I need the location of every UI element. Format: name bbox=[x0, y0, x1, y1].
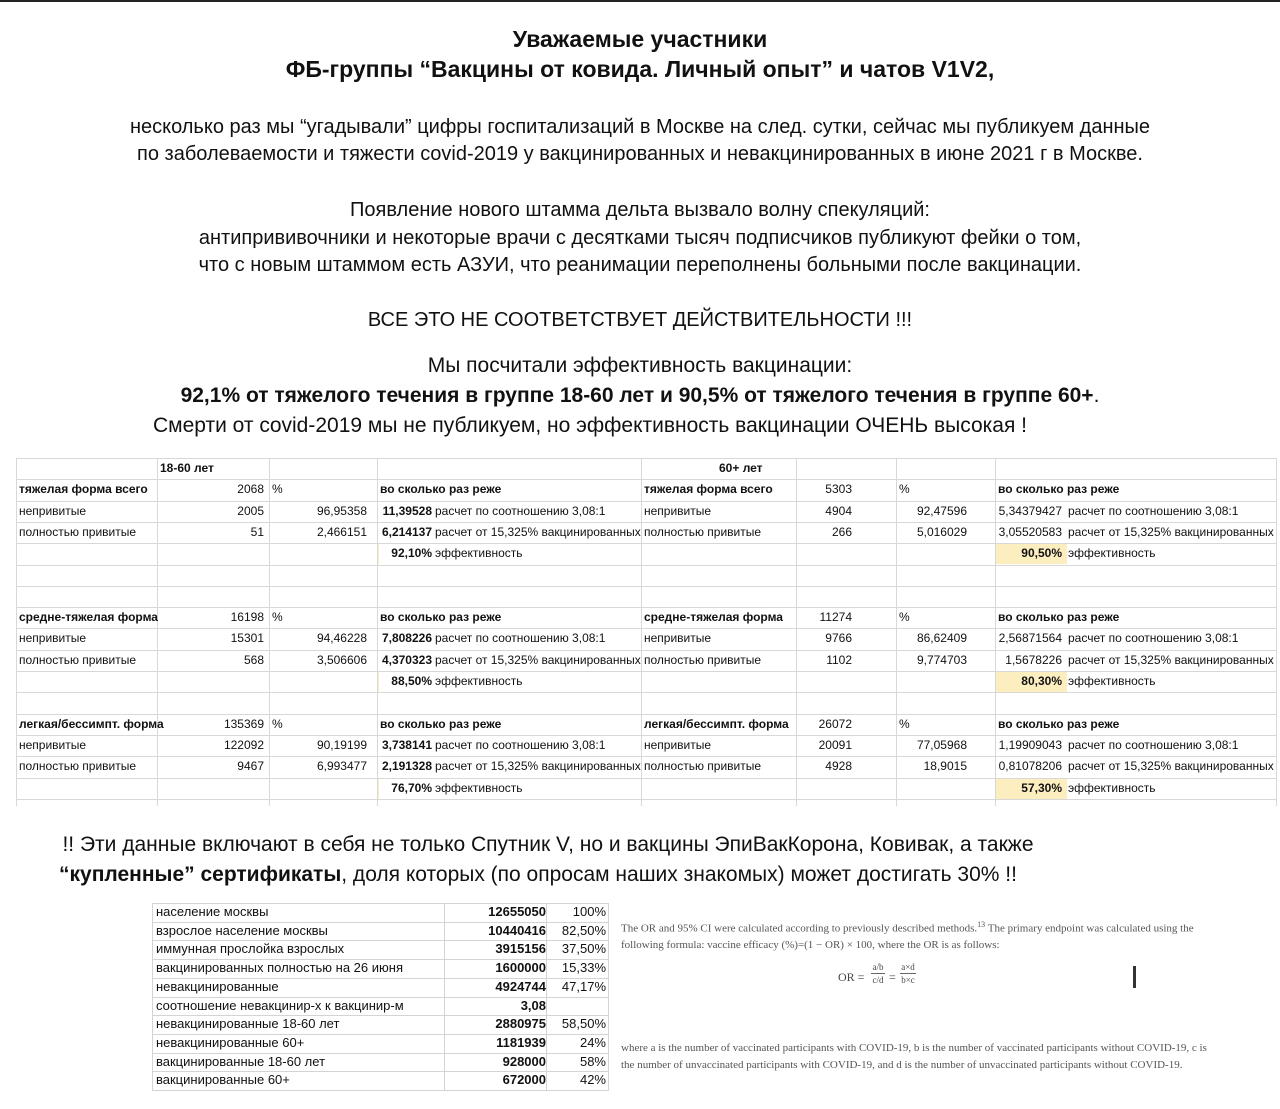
ratio-value: 11,39528 bbox=[382, 503, 432, 518]
efficacy-line-1: Мы посчитали эффективность вакцинации: bbox=[427, 354, 853, 377]
vax-pct: 3,506606 bbox=[316, 652, 367, 667]
form-label: тяжелая форма всего bbox=[644, 482, 773, 497]
population-value: 3,08 bbox=[520, 997, 546, 1013]
ratio-note: расчет по соотношению 3,08:1 bbox=[1068, 737, 1239, 752]
efficacy-value: 80,30% bbox=[1021, 674, 1062, 688]
paper-line-3: where a is the number of vaccinated participants with COVID-19, b is the number of vaccinated participants without COVID-19, c is bbox=[621, 1042, 1207, 1054]
vax-value: 1102 bbox=[826, 652, 852, 667]
grid-col-line bbox=[16, 458, 17, 806]
ratio-note: расчет по соотношению 3,08:1 bbox=[435, 737, 606, 752]
vax-label: полностью привитые bbox=[644, 524, 762, 539]
efficacy-highlight-cell bbox=[378, 544, 379, 564]
grid-col-line bbox=[377, 458, 378, 806]
unvax-label: непривитые bbox=[19, 631, 87, 646]
paper-ref: 13 bbox=[977, 920, 986, 929]
times-header: во сколько раз реже bbox=[998, 716, 1120, 731]
vax-pct: 9,774703 bbox=[916, 652, 967, 667]
paper-line-4: the number of unvaccinated participants with COVID-19, and d is the number of unvaccinated participants without COVID-19. bbox=[621, 1059, 1183, 1071]
total-value: 26072 bbox=[818, 716, 852, 731]
population-row bbox=[152, 959, 608, 978]
vax-value: 51 bbox=[250, 524, 264, 539]
ratio-note: расчет по соотношению 3,08:1 bbox=[1068, 631, 1239, 646]
population-value: 1600000 bbox=[495, 960, 546, 976]
ratio-value: 3,05520583 bbox=[998, 524, 1062, 539]
ratio-value: 1,5678226 bbox=[1005, 652, 1062, 667]
pct-header: % bbox=[899, 610, 910, 625]
grid-col-line bbox=[896, 458, 897, 806]
total-value: 5303 bbox=[825, 482, 852, 497]
population-label: вакцинированных полностью на 26 июня bbox=[156, 960, 403, 976]
unvax-value: 15301 bbox=[230, 631, 264, 646]
share-note: расчет от 15,325% вакцинированных bbox=[1068, 524, 1274, 539]
population-row bbox=[152, 940, 608, 959]
frac1-num: a/b bbox=[872, 962, 884, 972]
total-value: 16198 bbox=[230, 610, 264, 625]
intro-line-2: по заболеваемости и тяжести covid-2019 у вакцинированных и невакцинированных в июне 2021 г в Москве. bbox=[137, 143, 1143, 165]
efficacy-value: 76,70% bbox=[391, 780, 432, 795]
title-line-1: Уважаемые участники bbox=[512, 26, 768, 52]
age-group-18-60: 18-60 лет bbox=[160, 461, 214, 475]
efficacy-label: эффективность bbox=[435, 780, 523, 795]
unvax-value: 20091 bbox=[818, 737, 852, 752]
population-value: 928000 bbox=[502, 1053, 546, 1069]
text-cursor bbox=[1133, 966, 1136, 988]
population-pct: 100% bbox=[572, 904, 606, 919]
form-label: средне-тяжелая форма bbox=[19, 610, 158, 625]
share-note: расчет от 15,325% вакцинированных bbox=[1068, 759, 1274, 774]
population-label: невакцинированные 60+ bbox=[156, 1034, 305, 1050]
ratio-value: 7,808226 bbox=[381, 631, 432, 646]
vax-label: полностью привитые bbox=[19, 759, 137, 774]
efficacy-line-2 bbox=[0, 384, 1280, 408]
unvax-label: непривитые bbox=[19, 737, 87, 752]
spreadsheet bbox=[16, 458, 1276, 806]
pct-header: % bbox=[272, 610, 283, 625]
grid-col-line bbox=[1276, 458, 1277, 806]
unvax-label: непривитые bbox=[19, 503, 87, 518]
paper-line-1 bbox=[621, 920, 1194, 935]
delta-line-2: антипрививочники и некоторые врачи с десятками тысяч подписчиков публикуют фейки о том, bbox=[198, 227, 1082, 249]
form-label: средне-тяжелая форма bbox=[644, 610, 783, 625]
ratio-value: 6,214137 bbox=[381, 524, 432, 539]
grid-row-line bbox=[16, 565, 1276, 566]
efficacy-period: . bbox=[1093, 384, 1100, 407]
age-group-60plus: 60+ лет bbox=[719, 461, 763, 475]
form-label: легкая/бессимпт. форма bbox=[19, 716, 164, 731]
population-label: взрослое население москвы bbox=[156, 922, 328, 938]
share-note: расчет от 15,325% вакцинированных bbox=[435, 524, 641, 539]
note-rest: , доля которых (по опросам наших знакомых) может достигать 30% !! bbox=[341, 863, 1017, 886]
grid-col-line bbox=[157, 458, 158, 806]
grid-col-line bbox=[796, 458, 797, 806]
vax-label: полностью привитые bbox=[19, 652, 137, 667]
population-col-line bbox=[608, 903, 609, 1091]
population-label: вакцинированные 60+ bbox=[156, 1072, 290, 1088]
ratio-value: 2,191328 bbox=[381, 759, 432, 774]
population-row bbox=[152, 1015, 608, 1034]
formula-eq: = bbox=[889, 970, 896, 984]
population-row bbox=[152, 1053, 608, 1072]
vax-label: полностью привитые bbox=[644, 652, 762, 667]
population-pct: 24% bbox=[579, 1034, 606, 1050]
vax-pct: 18,9015 bbox=[923, 759, 967, 774]
title-line-2: ФБ-группы “Вакцины от ковида. Личный опыт” и чатов V1V2, bbox=[285, 56, 995, 82]
share-note: расчет от 15,325% вакцинированных bbox=[1068, 652, 1274, 667]
vax-pct: 5,016029 bbox=[916, 524, 967, 539]
population-row bbox=[152, 922, 608, 941]
unvax-pct: 94,46228 bbox=[316, 631, 367, 646]
delta-line-3: что с новым штаммом есть АЗУИ, что реанимации переполнены больными после вакцинации. bbox=[198, 254, 1082, 276]
frac2-den: b×c bbox=[901, 975, 915, 985]
times-header: во сколько раз реже bbox=[998, 610, 1120, 625]
vax-pct: 6,993477 bbox=[316, 759, 367, 774]
efficacy-label: эффективность bbox=[435, 546, 523, 561]
unvax-pct: 96,95358 bbox=[316, 503, 367, 518]
population-pct: 47,17% bbox=[561, 978, 606, 994]
population-pct: 58,50% bbox=[561, 1016, 606, 1032]
vax-value: 4928 bbox=[825, 759, 852, 774]
population-value: 10440416 bbox=[488, 922, 546, 938]
ratio-value: 4,370323 bbox=[381, 652, 432, 667]
unvax-pct: 90,19199 bbox=[316, 737, 367, 752]
unvax-label: непривитые bbox=[644, 737, 712, 752]
vax-value: 266 bbox=[831, 524, 852, 539]
pct-header: % bbox=[272, 482, 283, 497]
efficacy-line-3: Смерти от covid-2019 мы не публикуем, но эффективность вакцинации ОЧЕНЬ высокая ! bbox=[152, 414, 1028, 437]
population-pct: 15,33% bbox=[561, 960, 606, 976]
vax-pct: 2,466151 bbox=[316, 524, 367, 539]
note-line-1: !! Эти данные включают в себя не только Спутник V, но и вакцины ЭпиВакКорона, Ковивак, а также bbox=[62, 833, 1034, 856]
ratio-note: расчет по соотношению 3,08:1 bbox=[435, 631, 606, 646]
frac1-den: c/d bbox=[872, 975, 884, 985]
note-line-2 bbox=[0, 863, 1178, 887]
population-label: невакцинированные 18-60 лет bbox=[156, 1016, 340, 1032]
population-value: 3915156 bbox=[495, 941, 546, 957]
population-label: вакцинированные 18-60 лет bbox=[156, 1053, 326, 1069]
ratio-note: расчет по соотношению 3,08:1 bbox=[1068, 503, 1239, 518]
unvax-value: 2005 bbox=[237, 503, 264, 518]
intro-line-1: несколько раз мы “угадывали” цифры госпитализаций в Москве на след. сутки, сейчас мы публикуем данные bbox=[129, 116, 1151, 138]
efficacy-label: эффективность bbox=[435, 674, 523, 688]
total-value: 2068 bbox=[237, 482, 264, 497]
warning-line: ВСЕ ЭТО НЕ СООТВЕТСТВУЕТ ДЕЙСТВИТЕЛЬНОСТИ !!! bbox=[367, 309, 913, 331]
note-bold: “купленные” сертификаты bbox=[59, 863, 342, 886]
population-row bbox=[152, 978, 608, 997]
top-border bbox=[0, 0, 1280, 2]
pct-header: % bbox=[899, 716, 910, 731]
population-row-line bbox=[152, 1090, 608, 1091]
ratio-value: 1,19909043 bbox=[998, 737, 1062, 752]
efficacy-label: эффективность bbox=[1068, 546, 1156, 561]
times-header: во сколько раз реже bbox=[998, 482, 1120, 497]
paper-line-1a: The OR and 95% CI were calculated according to previously described methods. bbox=[621, 922, 978, 935]
vax-value: 9467 bbox=[237, 759, 264, 774]
unvax-pct: 86,62409 bbox=[916, 631, 967, 646]
population-value: 12655050 bbox=[488, 904, 546, 919]
grid-col-line bbox=[269, 458, 270, 806]
efficacy-value: 57,30% bbox=[1021, 780, 1062, 795]
efficacy-value: 92,10% bbox=[391, 546, 432, 561]
vax-value: 568 bbox=[243, 652, 264, 667]
form-label: тяжелая форма всего bbox=[19, 482, 148, 497]
total-value: 11274 bbox=[819, 610, 852, 625]
pct-header: % bbox=[272, 716, 283, 731]
population-pct: 58% bbox=[579, 1053, 606, 1069]
population-pct: 82,50% bbox=[561, 922, 606, 938]
total-value: 135369 bbox=[223, 716, 264, 731]
unvax-pct: 77,05968 bbox=[916, 737, 967, 752]
share-note: расчет от 15,325% вакцинированных bbox=[435, 652, 641, 667]
population-label: население москвы bbox=[156, 904, 269, 919]
efficacy-value: 88,50% bbox=[391, 674, 432, 688]
population-value: 4924744 bbox=[495, 978, 546, 994]
population-value: 2880975 bbox=[495, 1016, 546, 1032]
ratio-value: 0,81078206 bbox=[998, 759, 1062, 774]
population-value: 672000 bbox=[502, 1072, 546, 1088]
grid-row-line bbox=[16, 692, 1276, 693]
efficacy-value: 90,50% bbox=[1021, 546, 1062, 561]
times-header: во сколько раз реже bbox=[380, 610, 502, 625]
ratio-value: 2,56871564 bbox=[998, 631, 1062, 646]
unvax-value: 4904 bbox=[825, 503, 852, 518]
population-label: невакцинированные bbox=[156, 978, 279, 994]
vax-label: полностью привитые bbox=[19, 524, 137, 539]
share-note: расчет от 15,325% вакцинированных bbox=[435, 759, 641, 774]
population-pct: 37,50% bbox=[561, 941, 606, 957]
times-header: во сколько раз реже bbox=[380, 716, 502, 731]
efficacy-highlight-cell bbox=[378, 672, 379, 692]
unvax-value: 122092 bbox=[223, 737, 264, 752]
grid-col-line bbox=[641, 458, 642, 806]
ratio-value: 3,738141 bbox=[381, 737, 432, 752]
vax-label: полностью привитые bbox=[644, 759, 762, 774]
formula-lhs: OR = bbox=[838, 970, 865, 984]
population-row bbox=[152, 1071, 608, 1090]
population-row bbox=[152, 997, 608, 1016]
grid-col-line bbox=[995, 458, 996, 806]
ratio-value: 5,34379427 bbox=[998, 503, 1062, 518]
population-row bbox=[152, 903, 608, 922]
grid-row-line bbox=[16, 799, 1276, 800]
unvax-value: 9766 bbox=[825, 631, 852, 646]
grid-row-line bbox=[16, 586, 1276, 587]
efficacy-label: эффективность bbox=[1068, 780, 1156, 795]
population-row bbox=[152, 1034, 608, 1053]
frac2-num: a×d bbox=[901, 962, 915, 972]
unvax-pct: 92,47596 bbox=[916, 503, 967, 518]
delta-line-1: Появление нового штамма дельта вызвало волну спекуляций: bbox=[350, 199, 930, 221]
population-table bbox=[152, 903, 608, 1091]
form-label: легкая/бессимпт. форма bbox=[644, 716, 789, 731]
ratio-note: расчет по соотношению 3,08:1 bbox=[435, 503, 606, 518]
population-value: 1181939 bbox=[496, 1034, 546, 1050]
efficacy-highlight: 92,1% от тяжелого течения в группе 18-60 лет и 90,5% от тяжелого течения в группе 60+ bbox=[180, 384, 1094, 407]
efficacy-label: эффективность bbox=[1068, 674, 1156, 688]
unvax-label: непривитые bbox=[644, 503, 712, 518]
population-label: иммунная прослойка взрослых bbox=[156, 941, 345, 957]
population-pct: 42% bbox=[579, 1072, 606, 1088]
times-header: во сколько раз реже bbox=[380, 482, 502, 497]
paper-line-1b: The primary endpoint was calculated using the bbox=[985, 922, 1194, 935]
efficacy-highlight-cell bbox=[378, 779, 379, 799]
paper-line-2: following formula: vaccine efficacy (%)=(1 − OR) × 100, where the OR is as follows: bbox=[621, 939, 1000, 951]
population-label: соотношение невакцинир-х к вакцинир-м bbox=[156, 997, 404, 1013]
pct-header: % bbox=[899, 482, 910, 497]
unvax-label: непривитые bbox=[644, 631, 712, 646]
